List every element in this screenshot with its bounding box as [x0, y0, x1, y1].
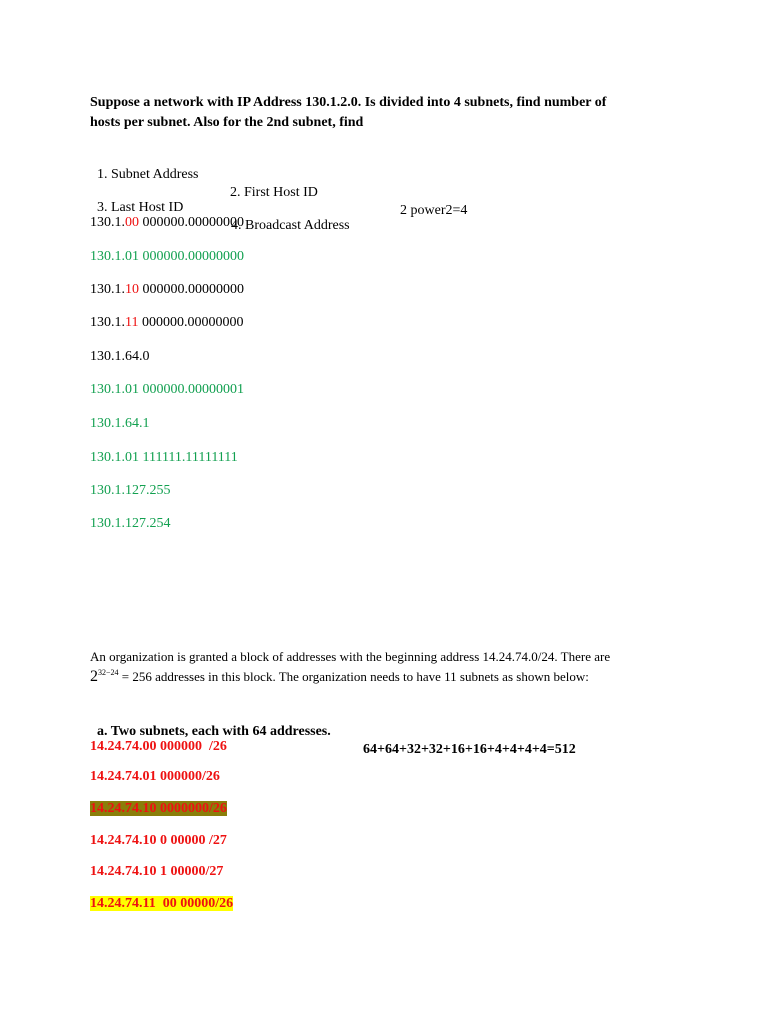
- task-item-broadcast: 4. Broadcast Address: [231, 218, 350, 233]
- subnet-bits: 11: [125, 315, 139, 330]
- first-host-binary: 130.1.01 000000.00000001: [90, 382, 244, 397]
- task-item-last-host: 3. Last Host ID: [97, 200, 184, 215]
- intro-line-2: $2^{32-24} = 256$ addresses in this block. The organization needs to have 11 subnets as shown below:: [90, 668, 589, 685]
- last-host-value: 130.1.127.254: [90, 516, 171, 531]
- subnet-bits: 00: [125, 215, 139, 230]
- subnet-bits: 10: [125, 282, 139, 297]
- task-item-first-host: 2. First Host ID: [230, 185, 318, 200]
- subnet-line-4: 14.24.74.10 0 00000 /27: [90, 833, 227, 848]
- exponent-base: 2: [90, 668, 98, 685]
- part-a-label: a. Two subnets, each with 64 addresses.: [97, 724, 331, 739]
- power-note: 2 power2=4: [400, 203, 468, 218]
- binary-subnet-00: 130.1.00 000000.00000000: [90, 215, 244, 230]
- broadcast-value: 130.1.127.255: [90, 483, 171, 498]
- question-line-1: Suppose a network with IP Address 130.1.2.0. Is divided into 4 subnets, find number of: [90, 95, 607, 110]
- question-line-2: hosts per subnet. Also for the 2nd subnet, find: [90, 115, 364, 130]
- subnet-line-5: 14.24.74.10 1 00000/27: [90, 864, 224, 879]
- subnet-line-2: 14.24.74.01 000000/26: [90, 769, 220, 784]
- binary-subnet-01: 130.1.01 000000.00000000: [90, 249, 244, 264]
- subnet-line-3: [90, 800, 227, 818]
- binary-subnet-10: 130.1.10 000000.00000000: [90, 282, 244, 297]
- broadcast-binary: 130.1.01 111111.11111111: [90, 450, 238, 465]
- highlighted-subnet: 14.24.74.11 00 00000/26: [90, 896, 234, 911]
- address-sum: 64+64+32+32+16+16+4+4+4+4=512: [363, 742, 576, 757]
- subnet-line-1: 14.24.74.00 000000 /26: [90, 739, 227, 754]
- first-host-value: 130.1.64.1: [90, 416, 150, 431]
- binary-subnet-11: 130.1.11 000000.00000000: [90, 315, 244, 330]
- intro-line-1: An organization is granted a block of addresses with the beginning address 14.24.74.0/24. There are: [90, 649, 611, 664]
- highlighted-subnet: 14.24.74.10 0000000/26: [90, 801, 227, 816]
- exponent-power: 32−24: [98, 668, 119, 677]
- task-item-subnet-address: 1. Subnet Address: [97, 167, 199, 182]
- subnet-address-value: 130.1.64.0: [90, 349, 150, 364]
- subnet-line-6: [90, 895, 233, 913]
